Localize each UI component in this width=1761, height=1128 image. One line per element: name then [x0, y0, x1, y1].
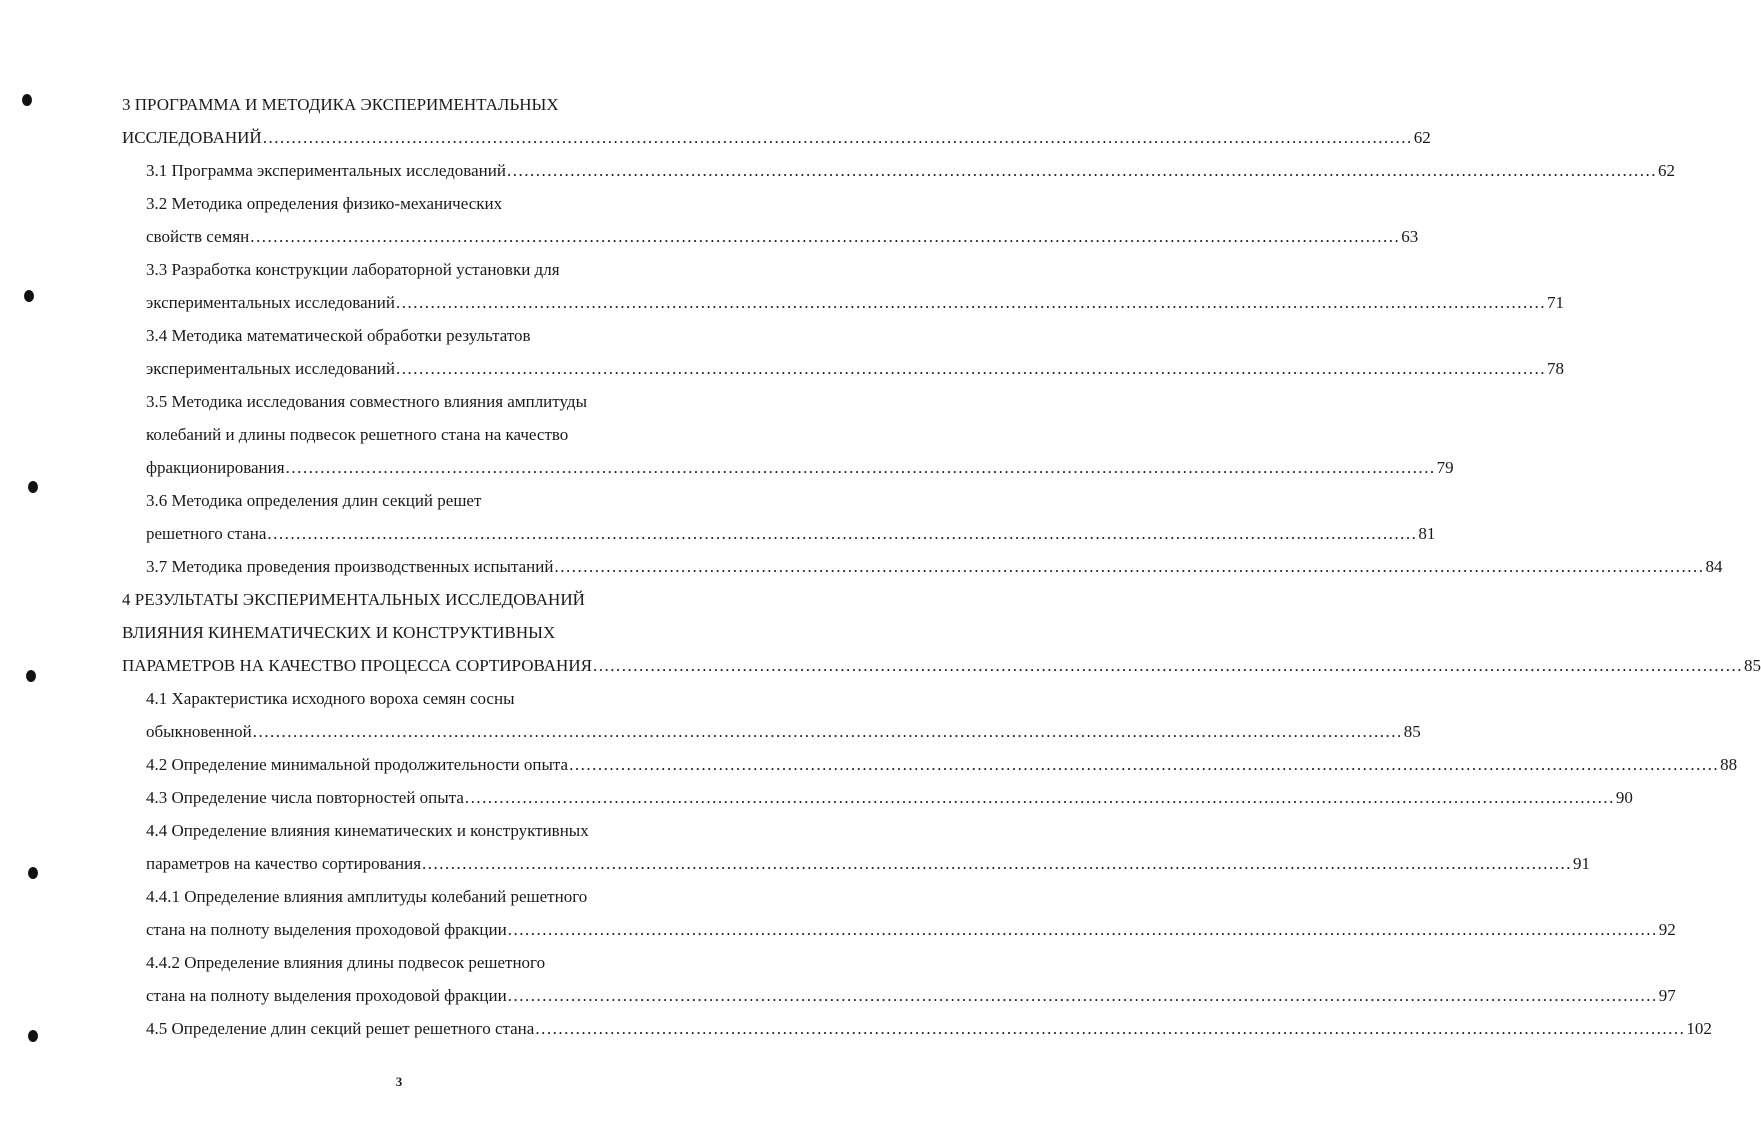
toc-entry [0, 319, 798, 352]
toc-entry [0, 418, 798, 451]
dot-leader: ........................................................................................................................................................................................................ [535, 1019, 1686, 1038]
toc-entry [0, 385, 798, 418]
toc-entry-page: 71 [1546, 293, 1564, 312]
toc-entry [0, 154, 1675, 187]
toc-entry-page: 88 [1720, 755, 1738, 774]
toc-entry [0, 550, 1723, 583]
toc-entry [0, 220, 1419, 253]
toc-entry-title: 4.4.1 Определение влияния амплитуды колебаний решетного [146, 887, 588, 906]
toc-entry [0, 121, 1431, 154]
toc-entry [0, 583, 798, 616]
toc-entry [0, 451, 1454, 484]
toc-entry-title: 3.3 Разработка конструкции лабораторной установки для [146, 260, 560, 279]
toc-entry [0, 748, 1738, 781]
toc-entry-title: 4.4 Определение влияния кинематических и конструктивных [146, 821, 589, 840]
toc-entry [0, 286, 1564, 319]
toc-entry-page: 79 [1436, 458, 1454, 477]
toc-entry-title: 3.5 Методика исследования совместного влияния амплитуды [146, 392, 587, 411]
toc-entry-title: 3.2 Методика определения физико-механических [146, 194, 503, 213]
toc-entry [0, 649, 1761, 682]
toc-entry-page: 92 [1658, 920, 1676, 939]
toc-entry-page: 85 [1403, 722, 1421, 741]
toc-entry-title: параметров на качество сортирования [146, 854, 422, 873]
toc-entry [0, 1012, 1712, 1045]
dot-leader: ........................................................................................................................................................................................................ [252, 722, 1403, 741]
toc-entry-title: колебаний и длины подвесок решетного стана на качество [146, 425, 569, 444]
toc-entry-page: 63 [1401, 227, 1419, 246]
dot-leader: ........................................................................................................................................................................................................ [592, 656, 1743, 675]
toc-entry [0, 847, 1591, 880]
dot-leader: ........................................................................................................................................................................................................ [506, 161, 1657, 180]
toc-entry-title: ВЛИЯНИЯ КИНЕМАТИЧЕСКИХ И КОНСТРУКТИВНЫХ [122, 623, 556, 642]
toc-entry-page: 85 [1743, 656, 1761, 675]
toc-entry [0, 946, 798, 979]
toc-entry-title: 4.5 Определение длин секций решет решетного стана [146, 1019, 535, 1038]
toc-entry-title: 3 ПРОГРАММА И МЕТОДИКА ЭКСПЕРИМЕНТАЛЬНЫХ [122, 95, 559, 114]
toc-entry-page: 90 [1615, 788, 1633, 807]
toc-entry-title: фракционирования [146, 458, 285, 477]
toc-entry [0, 187, 798, 220]
toc-entry [0, 517, 1436, 550]
toc-entry-page: 78 [1546, 359, 1564, 378]
dot-leader: ........................................................................................................................................................................................................ [507, 920, 1658, 939]
toc-entry [0, 814, 798, 847]
toc-entry [0, 913, 1676, 946]
toc-entry [0, 484, 798, 517]
toc-entry-title: стана на полноту выделения проходовой фракции [146, 986, 507, 1005]
toc-entry-title: экспериментальных исследований [146, 293, 395, 312]
dot-leader: ........................................................................................................................................................................................................ [422, 854, 1573, 873]
toc-entry-page: 91 [1573, 854, 1591, 873]
toc-entry [0, 979, 1676, 1012]
dot-leader: ........................................................................................................................................................................................................ [267, 524, 1418, 543]
dot-leader: ........................................................................................................................................................................................................ [569, 755, 1720, 774]
dot-leader: ........................................................................................................................................................................................................ [554, 557, 1705, 576]
toc-entry [0, 880, 798, 913]
dot-leader: ........................................................................................................................................................................................................ [395, 359, 1546, 378]
dot-leader: ........................................................................................................................................................................................................ [285, 458, 1436, 477]
toc-entry-title: 3.1 Программа экспериментальных исследований [146, 161, 506, 180]
dot-leader: ........................................................................................................................................................................................................ [507, 986, 1658, 1005]
toc-entry [0, 88, 798, 121]
toc-entry-page: 62 [1413, 128, 1431, 147]
toc-entry-title: 4 РЕЗУЛЬТАТЫ ЭКСПЕРИМЕНТАЛЬНЫХ ИССЛЕДОВАНИЙ [122, 590, 585, 609]
toc-entry-page: 84 [1705, 557, 1723, 576]
toc-entry-title: 4.4.2 Определение влияния длины подвесок решетного [146, 953, 546, 972]
toc-entry-title: обыкновенной [146, 722, 252, 741]
toc-entry-title: 4.3 Определение числа повторностей опыта [146, 788, 464, 807]
dot-leader: ........................................................................................................................................................................................................ [395, 293, 1546, 312]
toc-entry [0, 616, 798, 649]
toc-entry-title: 3.6 Методика определения длин секций решет [146, 491, 482, 510]
toc-entry [0, 682, 798, 715]
toc-entry [0, 352, 1564, 385]
toc-entry [0, 253, 798, 286]
toc-entry-page: 62 [1657, 161, 1675, 180]
toc-entry [0, 781, 1633, 814]
toc-entry-title: экспериментальных исследований [146, 359, 395, 378]
toc-entry-title: стана на полноту выделения проходовой фракции [146, 920, 507, 939]
toc-entry-title: 3.4 Методика математической обработки результатов [146, 326, 531, 345]
toc-entry-page: 81 [1418, 524, 1436, 543]
toc-entry [0, 715, 1421, 748]
page-number: 3 [395, 1074, 403, 1089]
toc-entry-title: решетного стана [146, 524, 267, 543]
dot-leader: ........................................................................................................................................................................................................ [250, 227, 1401, 246]
toc-entry-title: 4.1 Характеристика исходного вороха семян сосны [146, 689, 515, 708]
toc-entry-title: свойств семян [146, 227, 250, 246]
table-of-contents [0, 88, 1761, 1045]
toc-entry-page: 97 [1658, 986, 1676, 1005]
toc-entry-title: ПАРАМЕТРОВ НА КАЧЕСТВО ПРОЦЕССА СОРТИРОВАНИЯ [122, 656, 592, 675]
toc-entry-page: 102 [1686, 1019, 1712, 1038]
toc-entry-title: 4.2 Определение минимальной продолжительности опыта [146, 755, 569, 774]
toc-entry-title: 3.7 Методика проведения производственных испытаний [146, 557, 554, 576]
dot-leader: ........................................................................................................................................................................................................ [464, 788, 1615, 807]
dot-leader: ........................................................................................................................................................................................................ [262, 128, 1413, 147]
toc-entry-title: ИССЛЕДОВАНИЙ [122, 128, 262, 147]
